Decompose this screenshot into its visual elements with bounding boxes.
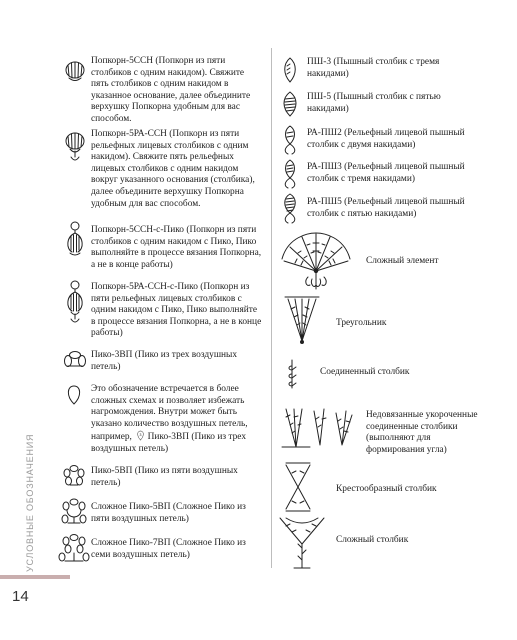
puff-5-icon (282, 90, 298, 123)
legend-entry-complex-stitch: Сложный столбик (336, 535, 409, 545)
complex-fan-element-icon (278, 229, 354, 296)
unfinished-decrease-icon (280, 405, 356, 456)
triangle-element-icon (282, 295, 322, 352)
legend-entry-picot-generic (91, 384, 263, 456)
legend-entry-ra-psh5: РА-ПШ5 (Рельефный лицевой пышный столбик с пятью накидами) (307, 197, 465, 219)
legend-entry-complex-element: Сложный элемент (366, 256, 439, 266)
complex-picot-5ch-icon (60, 497, 88, 530)
picot-3-inline-icon (136, 430, 145, 441)
picot-generic-example: Пико-3ВП (Пико из трех воздушных петель) (91, 432, 247, 454)
legend-entry-complex-picot-7ch: Сложное Пико-7ВП (Сложное Пико из семи воздушных петель) (91, 538, 246, 560)
legend-entry-cross-stitch: Крестообразный столбик (336, 484, 437, 494)
joined-stitch-icon (285, 358, 299, 395)
legend-entry-picot-5ch: Пико-5ВП (Пико из пяти воздушных петель) (91, 466, 238, 488)
picot-5ch-icon (62, 464, 86, 493)
legend-entry-psh-5: ПШ-5 (Пышный столбик с пятью накидами) (307, 92, 441, 114)
svg-text:3: 3 (139, 433, 142, 438)
popcorn-5fpdc-icon (64, 131, 86, 170)
legend-entry-popcorn-5ssn-picot: Попкорн-5ССН-с-Пико (Попкорн из пяти столбиков с одним накидом с Пико, Пико выполняйте в процессе вязания Попкорна, а не в конце работы) (91, 225, 262, 270)
legend-entry-complex-picot-5ch: Сложное Пико-5ВП (Сложное Пико из пяти воздушных петель) (91, 502, 246, 524)
crossed-stitch-icon (282, 461, 314, 518)
legend-entry-joined-stitch: Соединенный столбик (320, 367, 410, 377)
section-label: УСЛОВНЫЕ ОБОЗНАЧЕНИЯ (25, 433, 35, 572)
picot-3ch-icon (63, 349, 87, 376)
popcorn-5fpdc-picot-icon (64, 280, 86, 331)
legend-entry-unfinished-decrease: Недовязанные укороченные соединенные столбики (выполняют для формирования угла) (366, 410, 478, 455)
popcorn-5dc-picot-icon (64, 221, 86, 262)
picot-generic-text: Это обозначение встречается в более сложных схемах и позволяет избежать нагромождения. Внутри может быть указано количество воздушных петель, например, (91, 384, 248, 443)
page-accent-bar (0, 575, 70, 579)
legend-entry-ra-psh3: РА-ПШ3 (Рельефный лицевой пышный столбик с тремя накидами) (307, 162, 465, 184)
legend-entry-ra-psh2: РА-ПШ2 (Рельефный лицевой пышный столбик с двумя накидами) (307, 128, 465, 150)
complex-stitch-icon (276, 514, 328, 577)
legend-entry-popcorn-5ssn: Попкорн-5ССН (Попкорн из пяти столбиков с одним накидом). Свяжите пять столбиков с одним накидом в указанное основание, далее объедините верхушку Попкорна удобным для вас способом. (91, 56, 251, 124)
legend-entry-popcorn-5ra-ssn: Попкорн-5РА-ССН (Попкорн из пяти рельефных лицевых столбиков с одним накидом). Свяжите пять рельефных лицевых столбиков с одним накидом вокруг указанного основания (столбика), далее объедините верхушку Попкорна удобным для вас способом. (91, 129, 255, 209)
column-divider (271, 48, 272, 568)
puff-3-icon (282, 56, 298, 89)
fp-puff-5-icon (282, 192, 298, 231)
legend-entry-psh-3: ПШ-3 (Пышный столбик с тремя накидами) (307, 57, 440, 79)
picot-outline-icon (66, 384, 82, 411)
legend-entry-popcorn-5ra-ssn-picot: Попкорн-5РА-ССН-с-Пико (Попкорн из пяти рельефных лицевых столбиков с одним накидом с Пико, Пико выполняйте в процессе вязания Попкорна, а не в конце работы) (91, 282, 262, 339)
legend-entry-triangle: Треугольник (336, 318, 387, 328)
complex-picot-7ch-icon (58, 533, 90, 568)
popcorn-5dc-icon (64, 59, 86, 88)
legend-entry-picot-3ch: Пико-3ВП (Пико из трех воздушных петель) (91, 350, 238, 372)
page-number: 14 (12, 588, 29, 605)
